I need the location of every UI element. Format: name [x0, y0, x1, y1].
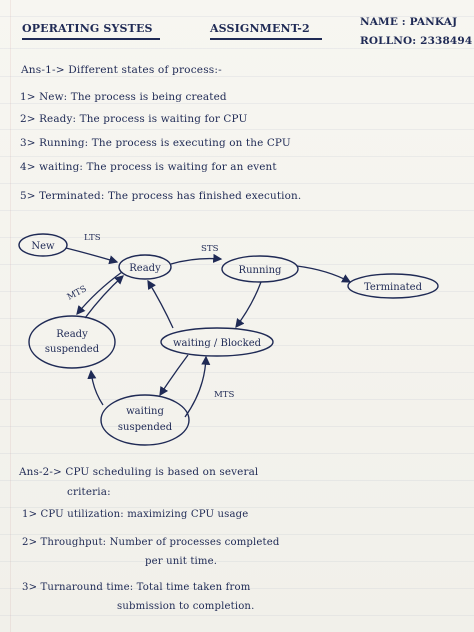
- answer-2-heading-line2: criteria:: [67, 486, 111, 498]
- arrow-running-to-terminated: [297, 266, 350, 282]
- waiting-blocked-label: waiting / Blocked: [172, 338, 262, 349]
- state-item-running: 3> Running: The process is executing on the CPU: [20, 137, 291, 149]
- mts-bottom-label: MTS: [214, 390, 235, 400]
- criteria-throughput-line2: per unit time.: [145, 556, 218, 567]
- arrow-new-to-ready: [66, 248, 117, 262]
- arrow-waiting-blocked-to-ready: [148, 281, 173, 328]
- state-item-ready: 2> Ready: The process is waiting for CPU: [20, 113, 248, 125]
- student-name: NAME : PANKAJ: [360, 16, 458, 28]
- answer-2-heading-line1: Ans-2-> CPU scheduling is based on several: [19, 466, 259, 478]
- waiting-suspended-state-node: [101, 395, 189, 445]
- assignment-title: ASSIGNMENT-2: [210, 22, 310, 35]
- arrow-waiting-blocked-to-waiting-suspended: [160, 355, 188, 395]
- arrow-ready-suspended-to-ready: [85, 276, 123, 318]
- state-item-terminated: 5> Terminated: The process has finished execution.: [20, 190, 302, 202]
- arrow-ready-to-running: [171, 259, 221, 264]
- criteria-throughput-line1: 2> Throughput: Number of processes completed: [22, 537, 280, 548]
- ready-state-label: Ready: [129, 263, 161, 274]
- mts-left-label: MTS: [65, 284, 89, 303]
- waiting-suspended-label-line1: waiting: [126, 406, 164, 417]
- ready-suspended-label-line1: Ready: [56, 329, 88, 340]
- answer-1-heading: Ans-1-> Different states of process:-: [21, 64, 222, 76]
- terminated-state-label: Terminated: [363, 282, 423, 293]
- criteria-turnaround-line1: 3> Turnaround time: Total time taken from: [22, 582, 251, 593]
- student-roll-number: ROLLNO: 2338494: [360, 35, 473, 47]
- waiting-suspended-label-line2: suspended: [117, 422, 173, 433]
- state-item-waiting: 4> waiting: The process is waiting for an event: [20, 161, 277, 173]
- new-state-label: New: [31, 241, 55, 252]
- criteria-turnaround-line2: submission to completion.: [117, 601, 255, 612]
- ready-suspended-state-node: [29, 316, 115, 368]
- ready-suspended-label-line2: suspended: [44, 344, 100, 355]
- sts-label: STS: [201, 244, 219, 254]
- lts-label: LTS: [84, 233, 101, 243]
- state-item-new: 1> New: The process is being created: [20, 91, 227, 103]
- criteria-cpu-utilization: 1> CPU utilization: maximizing CPU usage: [22, 509, 249, 520]
- subject-title: OPERATING SYSTES: [22, 22, 153, 35]
- arrow-waiting-suspended-to-ready-suspended: [91, 371, 103, 405]
- arrow-running-to-waiting-blocked: [236, 282, 261, 327]
- arrow-waiting-suspended-to-waiting-blocked: [185, 357, 206, 417]
- running-state-label: Running: [238, 265, 282, 276]
